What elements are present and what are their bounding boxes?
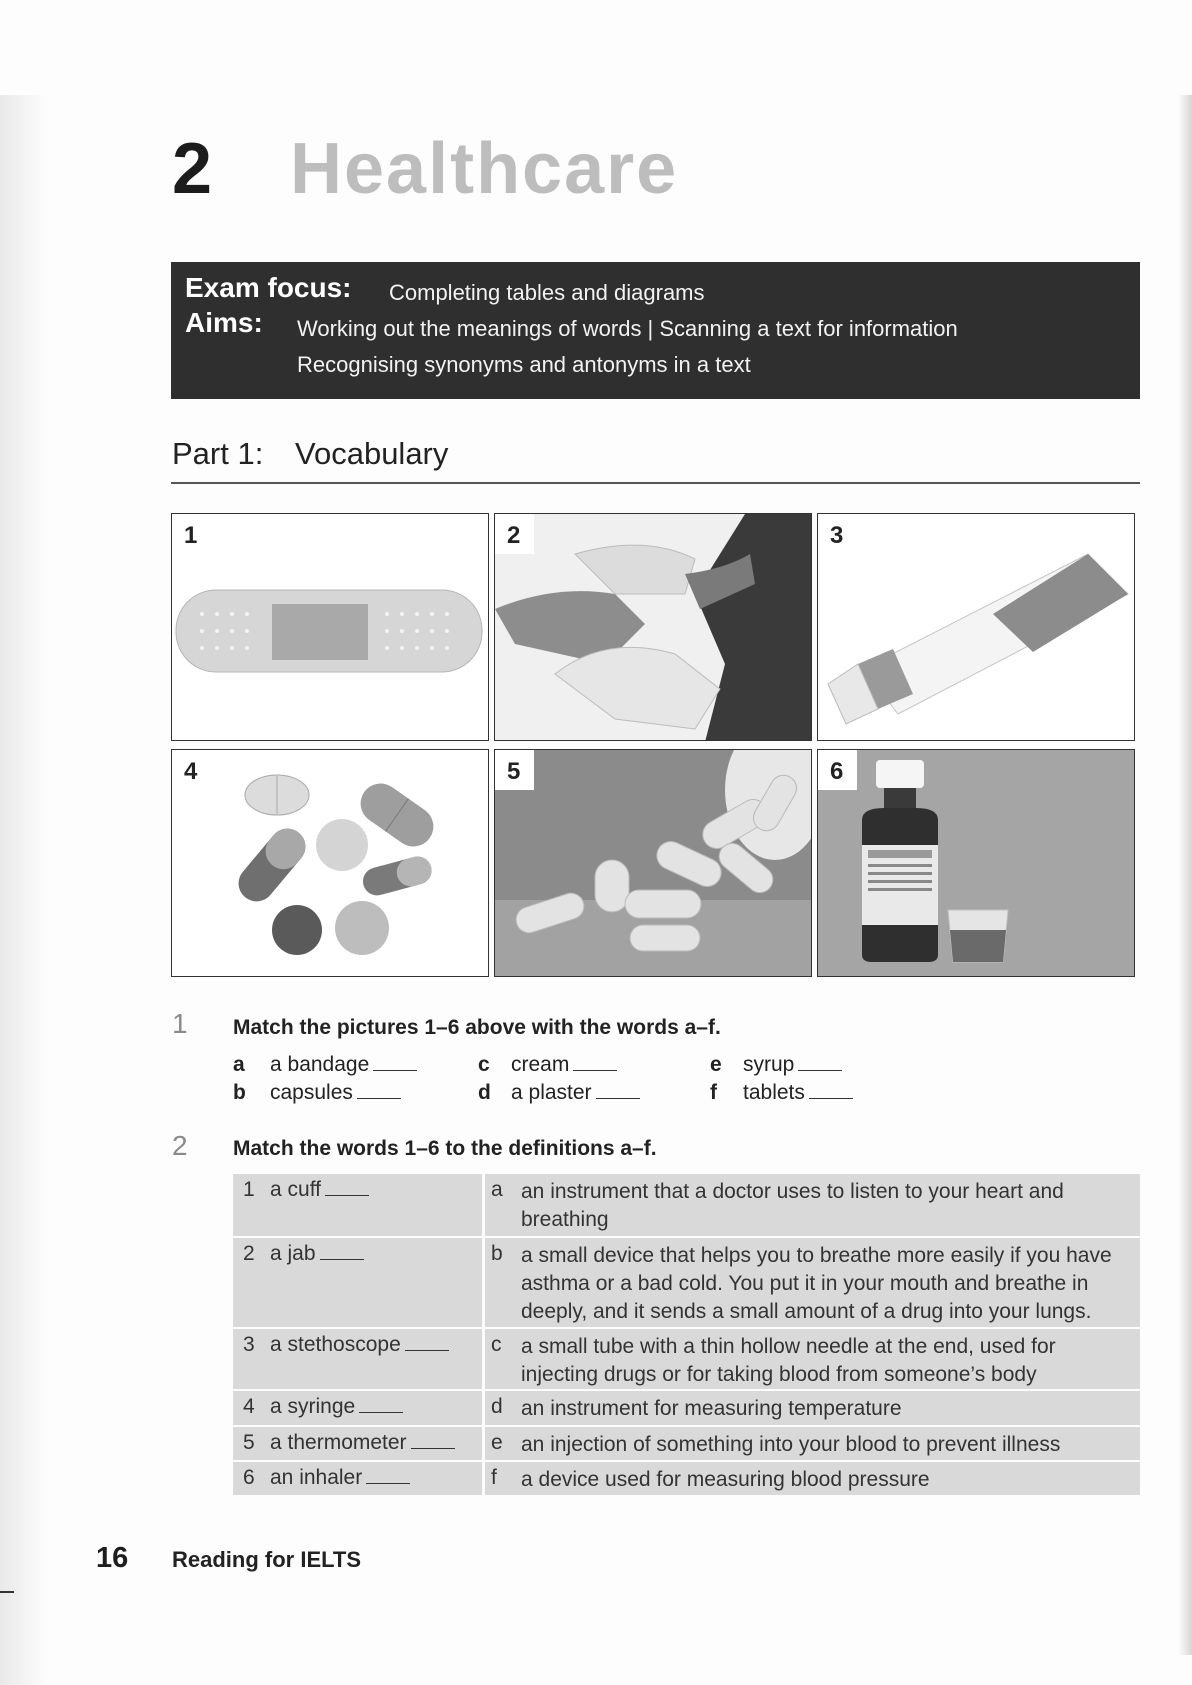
bandaged-wrist-illustration: [495, 514, 812, 741]
exercise-1-number: 1: [172, 1008, 188, 1039]
picture-number: 2: [495, 514, 534, 554]
picture-number: 3: [818, 514, 857, 554]
definition-text: an instrument for measuring temperature: [521, 1397, 902, 1420]
exercise-2-instruction: Match the words 1–6 to the definitions a–f.: [233, 1137, 657, 1160]
answer-blank[interactable]: [359, 1396, 403, 1413]
book-title: Reading for IELTS: [172, 1547, 362, 1572]
answer-blank[interactable]: [373, 1054, 417, 1071]
answer-blank[interactable]: [357, 1082, 401, 1099]
picture-number: 6: [818, 750, 857, 790]
picture-number: 4: [172, 750, 211, 790]
aims-line-2: Recognising synonyms and antonyms in a text: [297, 352, 751, 377]
table-row: 2 a jab b a small device that helps you to breathe more easily if you have asthma or a bad cold. You put it in your mouth and breathe in deeply, and it sends a small amount of a drug into your lungs.: [233, 1238, 1140, 1327]
term-cell: 4 a syringe: [233, 1391, 480, 1425]
picture-1: [171, 513, 489, 741]
tablets-illustration: [172, 750, 489, 977]
picture-number: 1: [172, 514, 211, 554]
answer-blank[interactable]: [366, 1467, 410, 1484]
table-row: 4 a syringe d an instrument for measuring temperature: [233, 1391, 1140, 1425]
syrup-bottle-illustration: [818, 750, 1135, 977]
term-cell: 3 a stethoscope: [233, 1329, 480, 1389]
cream-tube-illustration: [818, 514, 1135, 741]
exam-focus-text: Completing tables and diagrams: [389, 280, 705, 305]
table-row: 5 a thermometer e an injection of something into your blood to prevent illness: [233, 1427, 1140, 1460]
exercise-2-number: 2: [172, 1130, 188, 1161]
option-e: e syrup: [710, 1053, 842, 1077]
picture-2: [494, 513, 812, 741]
option-c: c cream: [478, 1053, 617, 1077]
definition-text: a small device that helps you to breathe more easily if you have asthma or a bad cold. You put it in your mouth and breathe in deeply, and it sends a small amount of a drug into your lungs.: [521, 1244, 1112, 1323]
answer-blank[interactable]: [596, 1082, 640, 1099]
table-row: 3 a stethoscope c a small tube with a thin hollow needle at the end, used for injecting drugs or for taking blood from someone’s body: [233, 1329, 1140, 1389]
answer-blank[interactable]: [411, 1432, 455, 1449]
option-f: f tablets: [710, 1081, 853, 1105]
table-row: 6 an inhaler f a device used for measuring blood pressure: [233, 1462, 1140, 1495]
picture-6: [817, 749, 1135, 977]
page-number: 16: [96, 1542, 129, 1574]
answer-blank[interactable]: [405, 1334, 449, 1351]
aims-line-1: Working out the meanings of words | Scanning a text for information: [297, 316, 958, 341]
chapter-number: 2: [172, 129, 214, 209]
aims-label: Aims:: [185, 307, 263, 338]
answer-blank[interactable]: [809, 1082, 853, 1099]
option-a: a a bandage: [233, 1053, 417, 1077]
exam-focus-label: Exam focus:: [185, 272, 352, 303]
picture-number: 5: [495, 750, 534, 790]
section-divider: [171, 482, 1140, 484]
term-cell: 5 a thermometer: [233, 1427, 480, 1460]
exam-focus-box: [171, 262, 1140, 399]
part-label: Part 1:: [172, 436, 264, 471]
part-title: Vocabulary: [295, 436, 449, 471]
definition-text: a small tube with a thin hollow needle at the end, used for injecting drugs or for taking blood from someone’s body: [521, 1335, 1056, 1386]
answer-blank[interactable]: [573, 1054, 617, 1071]
capsules-illustration: [495, 750, 812, 977]
option-b: b capsules: [233, 1081, 401, 1105]
table-row: 1 a cuff a an instrument that a doctor uses to listen to your heart and breathing: [233, 1174, 1140, 1236]
exercise-1-instruction: Match the pictures 1–6 above with the words a–f.: [233, 1016, 721, 1039]
picture-5: [494, 749, 812, 977]
term-cell: 2 a jab: [233, 1238, 480, 1327]
crop-mark: [0, 1591, 14, 1593]
page-edge-shadow: [0, 95, 48, 1685]
definition-text: an instrument that a doctor uses to listen to your heart and breathing: [521, 1180, 1064, 1231]
option-d: d a plaster: [478, 1081, 640, 1105]
picture-4: [171, 749, 489, 977]
answer-blank[interactable]: [798, 1054, 842, 1071]
chapter-title: Healthcare: [290, 129, 679, 209]
plaster-illustration: [172, 514, 489, 741]
picture-3: [817, 513, 1135, 741]
definition-text: a device used for measuring blood pressure: [521, 1468, 930, 1491]
definition-text: an injection of something into your blood to prevent illness: [521, 1433, 1061, 1456]
term-cell: 6 an inhaler: [233, 1462, 480, 1495]
answer-blank[interactable]: [320, 1243, 364, 1260]
answer-blank[interactable]: [325, 1179, 369, 1196]
page-edge-shadow: [1178, 95, 1192, 1655]
term-cell: 1 a cuff: [233, 1174, 480, 1236]
